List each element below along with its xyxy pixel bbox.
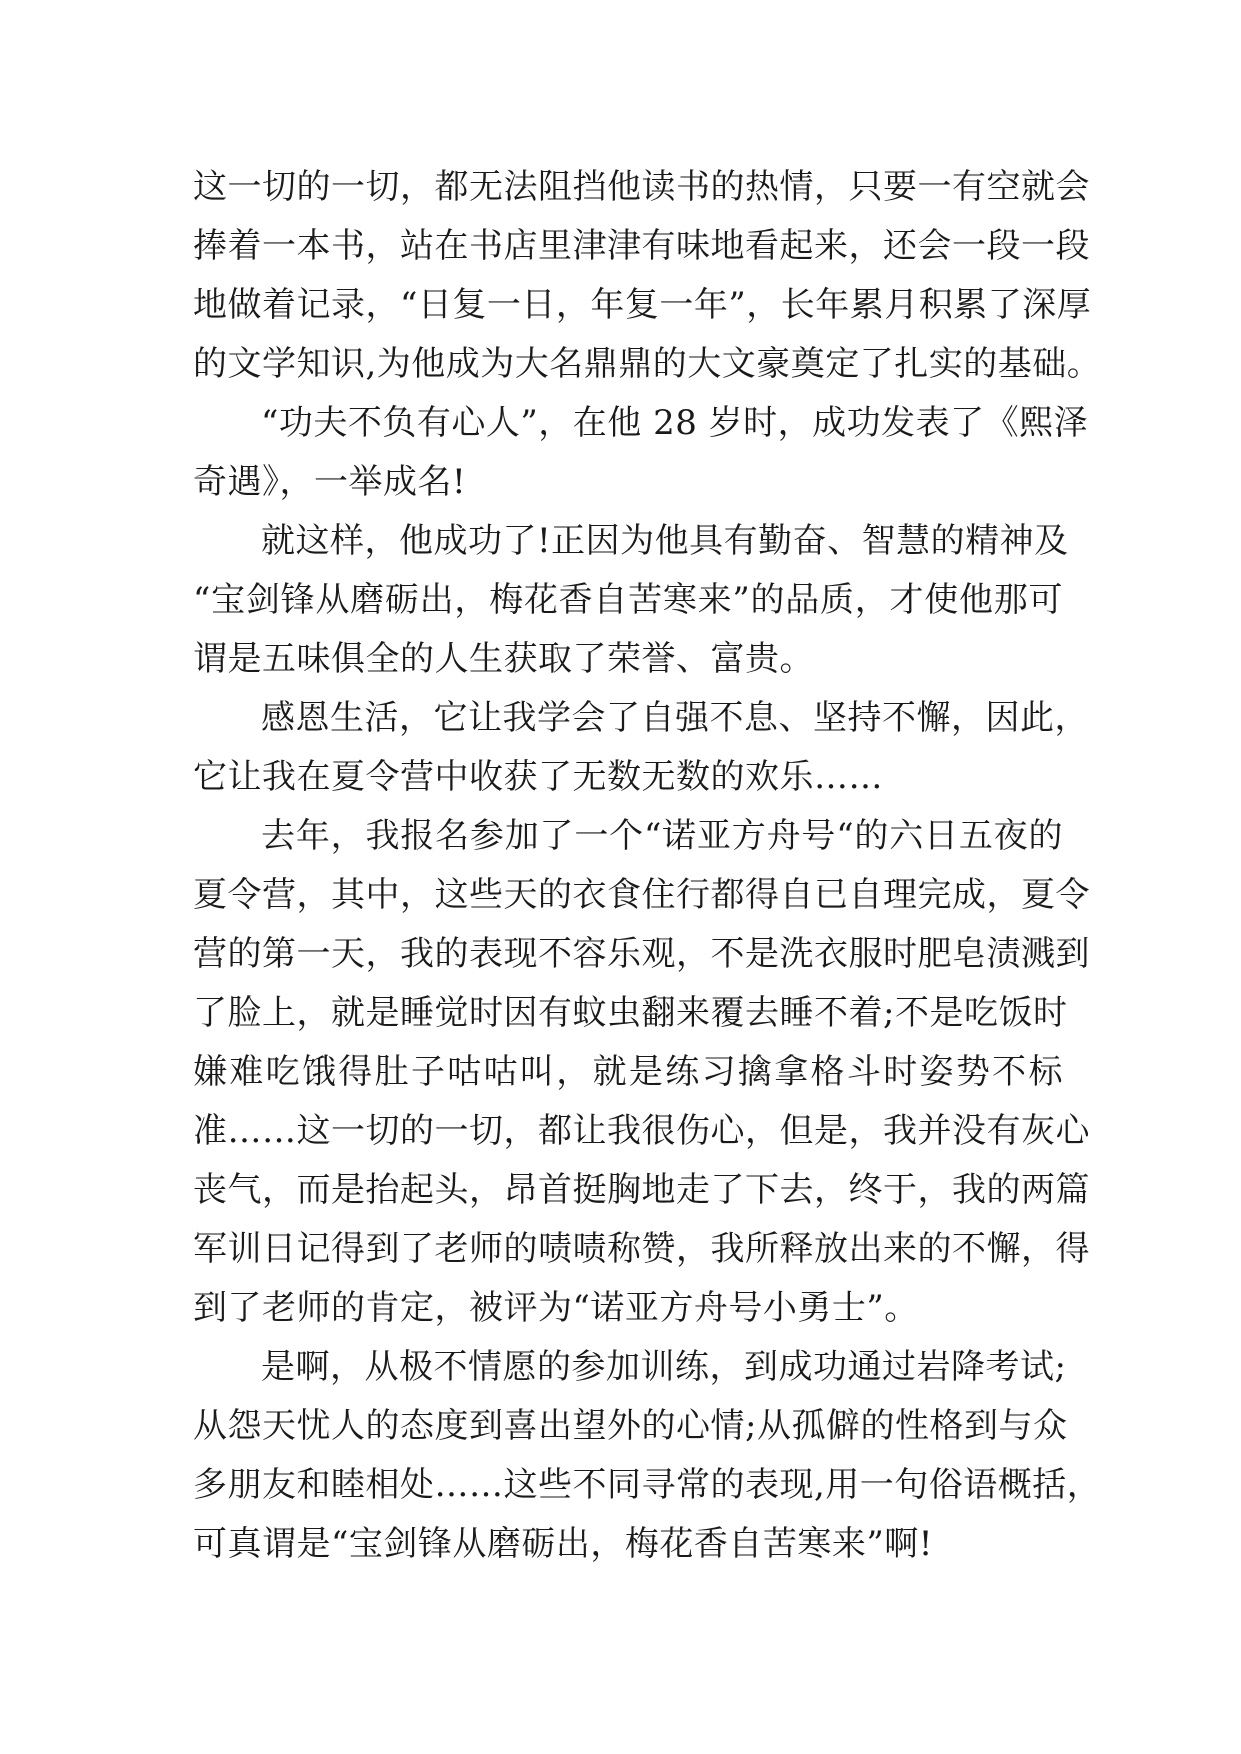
text-line-4: 的文学知识,为他成为大名鼎鼎的大文豪奠定了扎实的基础。: [193, 344, 1102, 384]
text-line-22: 从怨天忧人的态度到喜出望外的心情;从孤僻的性格到与众: [193, 1406, 1068, 1446]
text-line-16: 嫌难吃饿得肚子咕咕叫，就是练习擒拿格斗时姿势不标: [193, 1052, 1063, 1092]
text-line-12: 去年，我报名参加了一个“诺亚方舟号“的六日五夜的: [261, 816, 1063, 856]
text-line-13: 夏令营，其中，这些天的衣食住行都得自已自理完成，夏令: [193, 875, 1090, 915]
text-line-11: 它让我在夏令营中收获了无数无数的欢乐……: [193, 757, 883, 797]
text-line-18: 丧气，而是抬起头，昂首挺胸地走了下去，终于，我的两篇: [193, 1170, 1090, 1210]
text-line-20: 到了老师的肯定，被评为“诺亚方舟号小勇士”。: [193, 1288, 919, 1328]
text-line-21: 是啊，从极不情愿的参加训练，到成功通过岩降考试;: [261, 1347, 1067, 1387]
text-line-8: “宝剑锋从磨砺出，梅花香自苦寒来”的品质，才使他那可: [193, 580, 1063, 620]
text-line-2: 捧着一本书，站在书店里津津有味地看起来，还会一段一段: [193, 226, 1090, 266]
text-line-9: 谓是五味俱全的人生获取了荣誉、富贵。: [193, 639, 814, 679]
body-text: [193, 158, 1102, 1574]
text-line-17: 准……这一切的一切，都让我很伤心，但是，我并没有灰心: [193, 1111, 1090, 1151]
text-line-7: 就这样，他成功了!正因为他具有勤奋、智慧的精神及: [261, 521, 1069, 561]
text-line-24: 可真谓是“宝剑锋从磨砺出，梅花香自苦寒来”啊!: [193, 1524, 933, 1564]
text-line-5: “功夫不负有心人”，在他 28 岁时，成功发表了《熙泽: [261, 403, 1089, 443]
text-line-14: 营的第一天，我的表现不容乐观，不是洗衣服时肥皂渍溅到: [193, 934, 1090, 974]
text-line-3: 地做着记录，“日复一日，年复一年”，长年累月积累了深厚: [193, 285, 1092, 325]
text-line-23: 多朋友和睦相处……这些不同寻常的表现,用一句俗语概括，: [193, 1465, 1102, 1505]
text-line-15: 了脸上，就是睡觉时因有蚊虫翻来覆去睡不着;不是吃饭时: [193, 993, 1068, 1033]
text-line-1: 这一切的一切，都无法阻挡他读书的热情，只要一有空就会: [193, 167, 1090, 207]
text-line-10: 感恩生活，它让我学会了自强不息、坚持不懈，因此，: [261, 698, 1089, 738]
text-line-19: 军训日记得到了老师的啧啧称赞，我所释放出来的不懈，得: [193, 1229, 1090, 1269]
text-line-6: 奇遇》，一举成名!: [193, 462, 467, 502]
